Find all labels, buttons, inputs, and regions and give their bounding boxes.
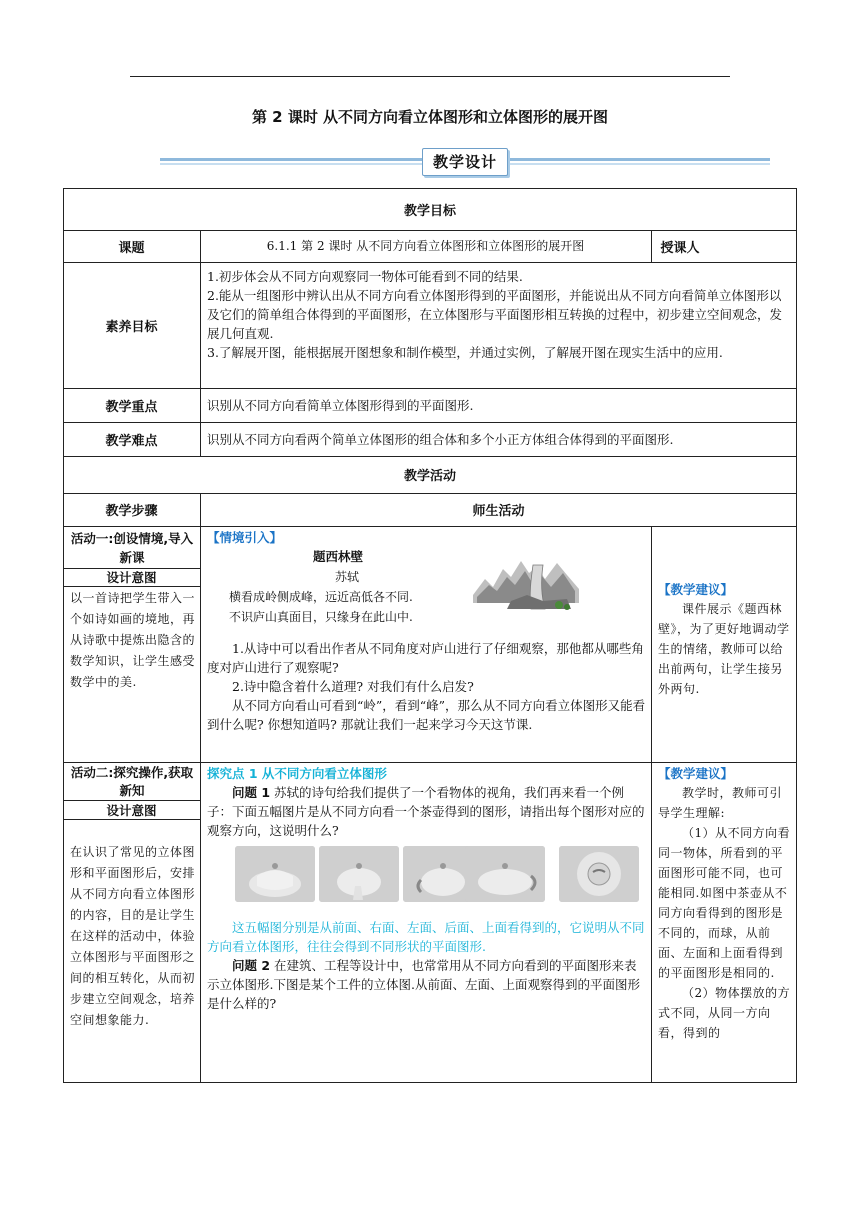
- tip-text: 课件展示《题西林壁》，为了更好地调动学生的情绪，教师可以给出前两句，让学生接另外两句.: [658, 602, 790, 696]
- activity1-intent: 以一首诗把学生带入一个如诗如画的境地，再从诗歌中提炼出隐含的数学知识，让学生感受数学中的美.: [70, 591, 196, 689]
- problem-1-text: 苏轼的诗句给我们提供了一个看物体的视角，我们再来看一个例子：下面五幅图片是从不同方向看一个茶壶得到的图形，请指出每个图形对应的观察方向，这说明什么?: [207, 785, 645, 838]
- mountain-painting: [471, 539, 581, 619]
- difficult-label: 教学难点: [105, 433, 158, 449]
- poem-author: 苏轼: [335, 570, 360, 584]
- activity2-name: 活动二:探究操作,获取新知: [70, 765, 194, 798]
- activity2-tip: [658, 764, 792, 1043]
- banner-label: 教学设计: [422, 148, 508, 176]
- activity1-tip: [658, 580, 792, 699]
- activity-label: 师生活动: [472, 504, 525, 519]
- problem-2-label: 问题 2: [232, 958, 271, 973]
- steps-label: 教学步骤: [105, 504, 158, 519]
- activity2-intent-label: 设计意图: [106, 802, 157, 818]
- lesson-table: [63, 188, 797, 1082]
- section-banner: [160, 146, 770, 176]
- teapot-answer: 这五幅图分别是从前面、右面、左面、后面、上面看得到的，它说明从不同方向看立体图形，往往会得到不同形状的平面图形.: [207, 920, 645, 954]
- tip-tag: 【教学建议】: [658, 582, 734, 597]
- tip-text: 教学时，教师可引导学生理解:: [658, 786, 783, 820]
- page-title: 第 2 课时 从不同方向看立体图形和立体图形的展开图: [251, 108, 609, 126]
- poem-line: 不识庐山真面目，只缘身在此山中.: [229, 610, 413, 624]
- topic-label: 课题: [118, 240, 145, 256]
- teapot-right-image: [319, 846, 399, 902]
- question-1: 1.从诗中可以看出作者从不同角度对庐山进行了仔细观察，那他都从哪些角度对庐山进行了观察呢?: [207, 641, 644, 675]
- teapot-back-image: [465, 846, 545, 902]
- poem-title: 题西林壁: [313, 549, 364, 564]
- activities-heading: 教学活动: [403, 469, 456, 484]
- teapot-front-image: [235, 846, 315, 902]
- scene-tag: 【情境引入】: [207, 530, 283, 545]
- activity1-name: 活动一:创设情境,导入新课: [70, 531, 194, 565]
- teacher-label: 授课人: [660, 240, 700, 256]
- literacy-item: 3.了解展开图，能根据展开图想象和制作模型，并通过实例，了解展开图在现实生活中的应用.: [207, 345, 723, 360]
- literacy-item: 2.能从一组图形中辨认出从不同方向看立体图形得到的平面图形，并能说出从不同方向看简单立体图形以及它们的简单组合体得到的平面图形，在立体图形与平面图形相互转换的过程中，初步建立空间观念，发展几何直观.: [207, 288, 783, 341]
- question-3: 从不同方向看山可看到“岭”，看到“峰”，那么从不同方向看立体图形又能看到什么呢? 你想知道吗? 那就让我们一起来学习今天这节课.: [207, 698, 646, 732]
- activity2-content: [207, 764, 647, 1013]
- problem-2: [207, 956, 647, 1013]
- poem-line: 横看成岭侧成峰，远近高低各不同.: [229, 590, 413, 604]
- tip-text: （1）从不同方向看同一物体，所看到的平面图形可能不同，也可能相同.如图中茶壶从不同方向看得到的图形是不同的，而球，从前面、左面和上面看得到的平面图形是相同的.: [658, 826, 791, 980]
- problem-2-text: 在建筑、工程等设计中，也常常用从不同方向看到的平面图形来表示立体图形.下图是某个工件的立体图.从前面、左面、上面观察得到的平面图形是什么样的?: [207, 958, 640, 1011]
- explore-heading: 探究点 1 从不同方向看立体图形: [207, 766, 387, 781]
- tip-tag: 【教学建议】: [658, 766, 734, 781]
- activity1-content: [207, 528, 647, 734]
- problem-1: [207, 783, 647, 840]
- header-rule: [130, 76, 730, 77]
- key-label: 教学重点: [105, 399, 158, 415]
- activity2-intent: 在认识了常见的立体图形和平面图形后，安排从不同方向看立体图形的内容，目的是让学生在这样的活动中，体验立体图形与平面图形之间的相互转化，从而初步建立空间观念，培养空间想象能力.: [70, 845, 196, 1027]
- topic-value: 6.1.1 第 2 课时 从不同方向看立体图形和立体图形的展开图: [266, 238, 585, 253]
- literacy-goals: [207, 267, 791, 362]
- activity1-intent-label: 设计意图: [106, 570, 157, 585]
- question-2: 2.诗中隐含着什么道理? 对我们有什么启发?: [232, 679, 474, 694]
- goals-heading: 教学目标: [403, 203, 456, 219]
- teapot-photos: [207, 846, 647, 908]
- difficult-value: 识别从不同方向看两个简单立体图形的组合体和多个小正方体组合体得到的平面图形.: [207, 432, 674, 447]
- key-value: 识别从不同方向看简单立体图形得到的平面图形.: [207, 398, 474, 413]
- literacy-item: 1.初步体会从不同方向观察同一物体可能看到不同的结果.: [207, 269, 523, 284]
- teapot-top-image: [559, 846, 639, 902]
- literacy-label: 素养目标: [105, 319, 158, 335]
- problem-1-label: 问题 1: [232, 785, 271, 800]
- tip-text: （2）物体摆放的方式不同，从同一方向看，得到的: [658, 986, 791, 1040]
